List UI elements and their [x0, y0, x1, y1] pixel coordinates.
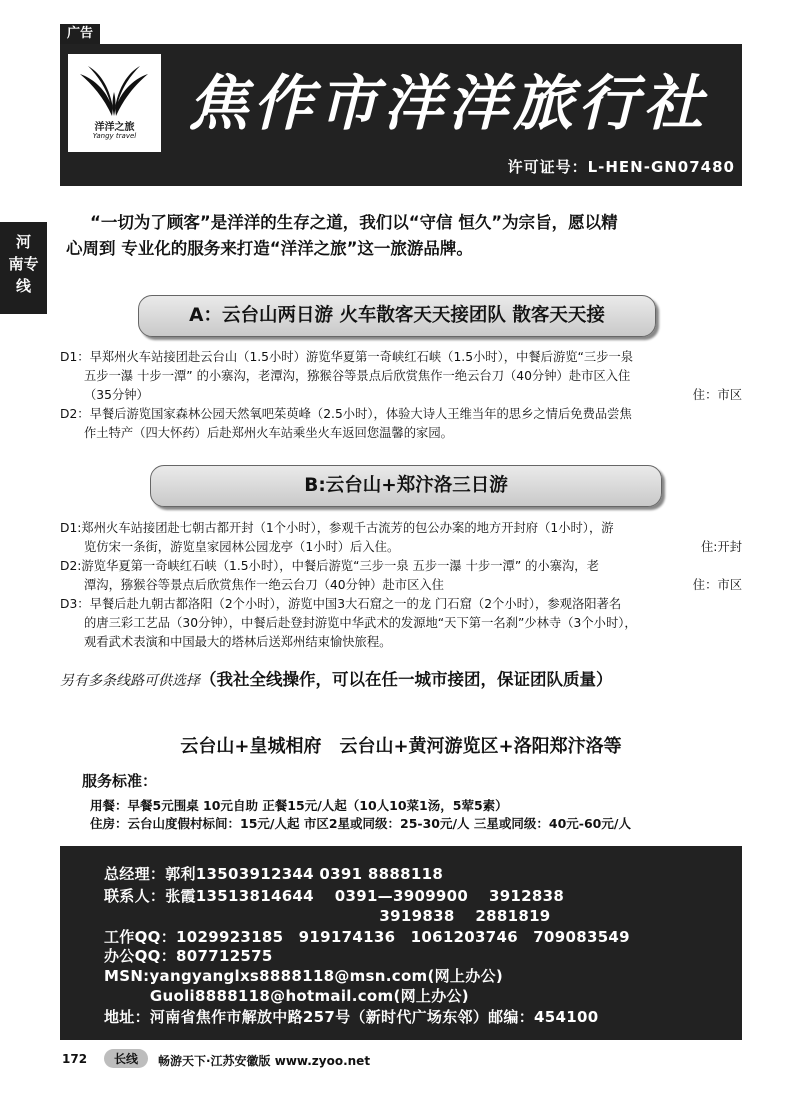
side-tab-line: 线 [15, 277, 31, 295]
logo-english-text: Yangy travel [92, 132, 137, 140]
page-footer [60, 1048, 742, 1072]
contact-manager: 总经理：郭利13503912344 0391 8888118 [104, 865, 444, 883]
more-routes-note [60, 666, 742, 690]
itinerary-text: D2:游览华夏第一奇峡红石峡（1.5小时），中餐后游览“三步一泉 五步一瀑 十步一潭” 的小寨沟，老 [60, 559, 599, 573]
lodging-location: 住：市区 [692, 388, 742, 402]
contact-email: Guoli8888118@hotmail.com(网上办公) [104, 987, 469, 1005]
intro-line: 心周到 专业化的服务来打造“洋洋之旅”这一旅游品牌。 [66, 239, 473, 258]
itinerary-text: 的唐三彩工艺品（30分钟），中餐后赴登封游览中华武术的发源地“天下第一名刹”少林寺（3个小时）， [84, 616, 637, 630]
tour-b-itinerary [60, 519, 742, 652]
itinerary-text: D1:郑州火车站接团赴七朝古都开封（1个小时），参观千古流芳的包公办案的地方开封府（1小时），游 [60, 521, 614, 535]
itinerary-line [60, 519, 742, 538]
itinerary-text: 五步一瀑 十步一潭” 的小寨沟，老潭沟，猕猴谷等景点后欣赏焦作一绝云台刀（40分钟）赴市区入住 [84, 369, 631, 383]
tour-a-itinerary [60, 348, 742, 443]
itinerary-text: D3：早餐后赴九朝古都洛阳（2个小时），游览中国3大石窟之一的龙 门石窟（2个小时），参观洛阳著名 [60, 597, 622, 611]
more-routes-guarantee: （我社全线操作，可以在任一城市接团，保证团队质量） [200, 670, 613, 689]
publication-info: 畅游天下·江苏安徽版 www.zyoo.net [158, 1054, 371, 1068]
itinerary-text: 览仿宋一条街，游览皇家园林公园龙亭（1小时）后入住。 [84, 540, 400, 554]
header-banner [60, 44, 742, 186]
itinerary-text: D1：早郑州火车站接团赴云台山（1.5小时）游览华夏第一奇峡红石峡（1.5小时），中餐后游览“三步一泉 [60, 350, 634, 364]
logo-chinese-text: 洋洋之旅 [94, 122, 135, 133]
itinerary-line [60, 557, 742, 576]
itinerary-line [60, 405, 742, 424]
contact-work-qq: 工作QQ：1029923185 919174136 1061203746 709083549 [104, 928, 630, 946]
other-routes: 云台山+皇城相府 云台山+黄河游览区+洛阳郑汴洛等 [180, 736, 622, 757]
logo [68, 54, 161, 152]
contact-msn: MSN:yangyanglxs8888118@msn.com(网上办公) [104, 967, 503, 985]
contact-address: 地址：河南省焦作市解放中路257号（新时代广场东邻）邮编：454100 [104, 1008, 599, 1026]
itinerary-line [60, 367, 742, 386]
lodging-location: 住:开封 [700, 540, 742, 554]
itinerary-line [60, 633, 742, 652]
tour-a-title: A：云台山两日游 火车散客天天接团队 散客天天接 [138, 295, 656, 337]
service-meals: 用餐：早餐5元围桌 10元自助 正餐15元/人起（10人10菜1汤，5荤5素） [90, 798, 508, 813]
license-number: 许可证号：L-HEN-GN07480 [507, 158, 735, 176]
service-standard-list [90, 797, 750, 833]
itinerary-line [60, 386, 742, 405]
more-routes-prefix: 另有多条线路可供选择 [60, 673, 200, 689]
itinerary-text: 潭沟，猕猴谷等景点后欣赏焦作一绝云台刀（40分钟）赴市区入住 [84, 578, 444, 592]
page-number: 172 [62, 1052, 88, 1066]
contact-person-phones: 3919838 2881819 [104, 907, 551, 925]
intro-paragraph [66, 210, 742, 262]
agency-name: 焦作市洋洋旅行社 [188, 69, 708, 139]
ad-label: 广告 [60, 24, 100, 44]
intro-line: “一切为了顾客”是洋洋的生存之道，我们以“守信 恒久”为宗旨，愿以精 [90, 213, 618, 232]
itinerary-line [60, 424, 742, 443]
itinerary-line [60, 595, 742, 614]
side-tab-line: 河 [15, 233, 31, 251]
service-standard-title: 服务标准： [82, 772, 158, 790]
wings-logo-icon [74, 58, 154, 120]
contact-panel [60, 846, 742, 1040]
section-badge: 长线 [104, 1049, 148, 1068]
contact-office-qq: 办公QQ：807712575 [104, 947, 273, 965]
itinerary-text: 观看武术表演和中国最大的塔林后送郑州结束愉快旅程。 [84, 635, 392, 649]
side-tab-henan-routes [0, 222, 47, 314]
itinerary-text: 作土特产（四大怀药）后赴郑州火车站乘坐火车返回您温馨的家园。 [84, 426, 453, 440]
side-tab-line: 南专 [8, 255, 39, 273]
itinerary-line [60, 348, 742, 367]
lodging-location: 住：市区 [692, 578, 742, 592]
itinerary-text: （35分钟） [84, 388, 149, 402]
contact-person: 联系人：张霞13513814644 0391—3909900 3912838 [104, 887, 565, 905]
itinerary-line [60, 538, 742, 557]
itinerary-line [60, 576, 742, 595]
itinerary-text: D2：早餐后游览国家森林公园天然氧吧茱萸峰（2.5小时），体验大诗人王维当年的思乡之情后免费品尝焦 [60, 407, 632, 421]
service-lodging: 住房：云台山度假村标间：15元/人起 市区2星或同级：25-30元/人 三星或同级：40元-60元/人 [90, 816, 631, 831]
tour-b-title: B:云台山+郑汴洛三日游 [150, 465, 662, 507]
itinerary-line [60, 614, 742, 633]
